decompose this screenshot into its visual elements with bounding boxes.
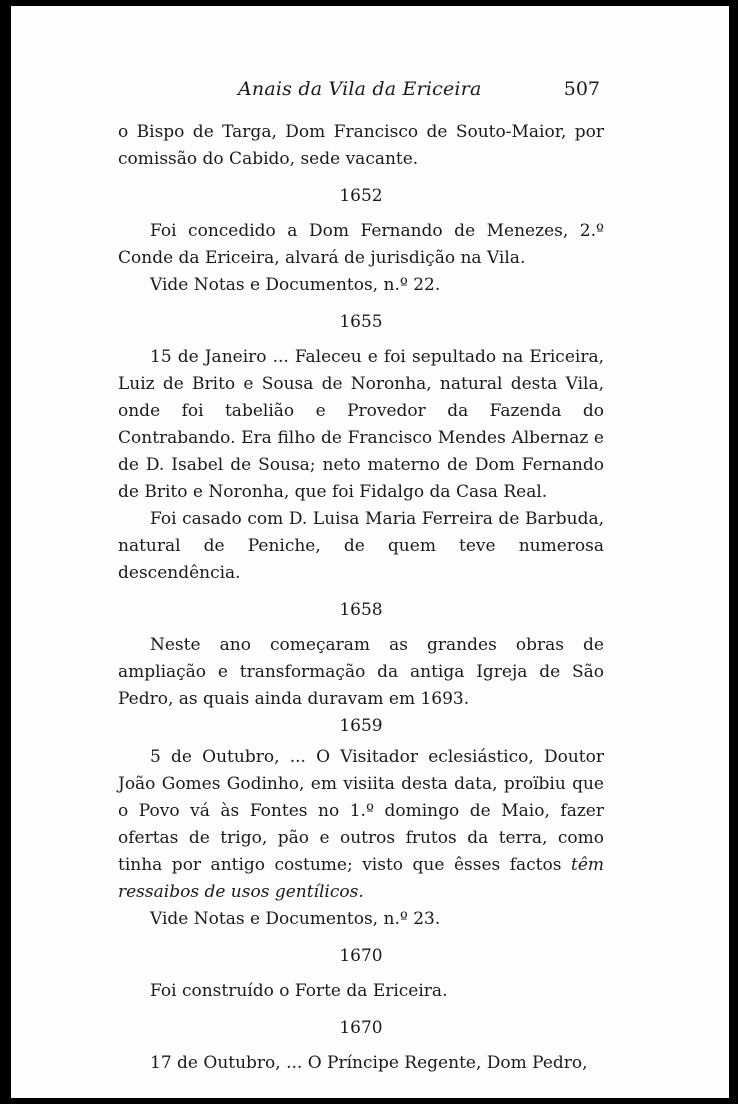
entry-1655-paragraph: 15 de Janeiro ... Faleceu e foi sepultado na Ericeira, Luiz de Brito e Sousa de Noronha, natural desta Vila, onde foi tabelião e Provedor da Fazenda do Contrabando. Era filho de Francisco Mendes Albernaz e de D. Isabel de Sousa; neto materno de Dom Fernando de Brito e Noronha, que foi Fidalgo da Casa Real. xyxy=(118,347,604,502)
page-content xyxy=(118,119,604,1077)
entry-1670-paragraph: Foi construído o Forte da Ericeira. xyxy=(150,981,448,1001)
running-title: Anais da Vila da Ericeira xyxy=(238,78,482,100)
intro-paragraph: o Bispo de Targa, Dom Francisco de Souto-Maior, por comissão do Cabido, sede vacante. xyxy=(118,122,604,169)
entry-1659-text: 5 de Outubro, ... O Visitador eclesiástico, Doutor João Gomes Godinho, em visiita desta data, proïbiu que o Povo vá às Fontes no 1.º domingo de Maio, fazer ofertas de trigo, pão e outros frutos da terra, como tinha por antigo costume; visto que êsses factos xyxy=(118,747,604,875)
entry-1659-paragraph xyxy=(118,744,604,906)
entry-1670-second-paragraph: 17 de Outubro, ... O Príncipe Regente, Dom Pedro, xyxy=(150,1053,588,1073)
page-number: 507 xyxy=(563,78,600,100)
entry-1659-reference: Vide Notas e Documentos, n.º 23. xyxy=(150,909,441,929)
year-heading-1655: 1655 xyxy=(339,312,383,332)
entry-1655-paragraph-2: Foi casado com D. Luisa Maria Ferreira de Barbuda, natural de Peniche, de quem teve numerosa descendência. xyxy=(118,509,604,583)
year-heading-1670: 1670 xyxy=(339,946,383,966)
year-heading-1658: 1658 xyxy=(339,600,383,620)
year-heading-1652: 1652 xyxy=(339,186,383,206)
entry-1659-italic-text: têm ressaibos de usos gentílicos. xyxy=(118,855,604,902)
entry-1652-paragraph: Foi concedido a Dom Fernando de Menezes, 2.º Conde da Ericeira, alvará de jurisdição na Vila. xyxy=(118,221,604,268)
page-header xyxy=(118,68,604,108)
year-heading-1670-second: 1670 xyxy=(339,1018,383,1038)
entry-1652-reference: Vide Notas e Documentos, n.º 22. xyxy=(150,275,441,295)
year-heading-1659: 1659 xyxy=(339,716,383,736)
entry-1658-paragraph: Neste ano começaram as grandes obras de ampliação e transformação da antiga Igreja de São Pedro, as quais ainda duravam em 1693. xyxy=(118,635,604,709)
book-page xyxy=(8,6,732,1098)
